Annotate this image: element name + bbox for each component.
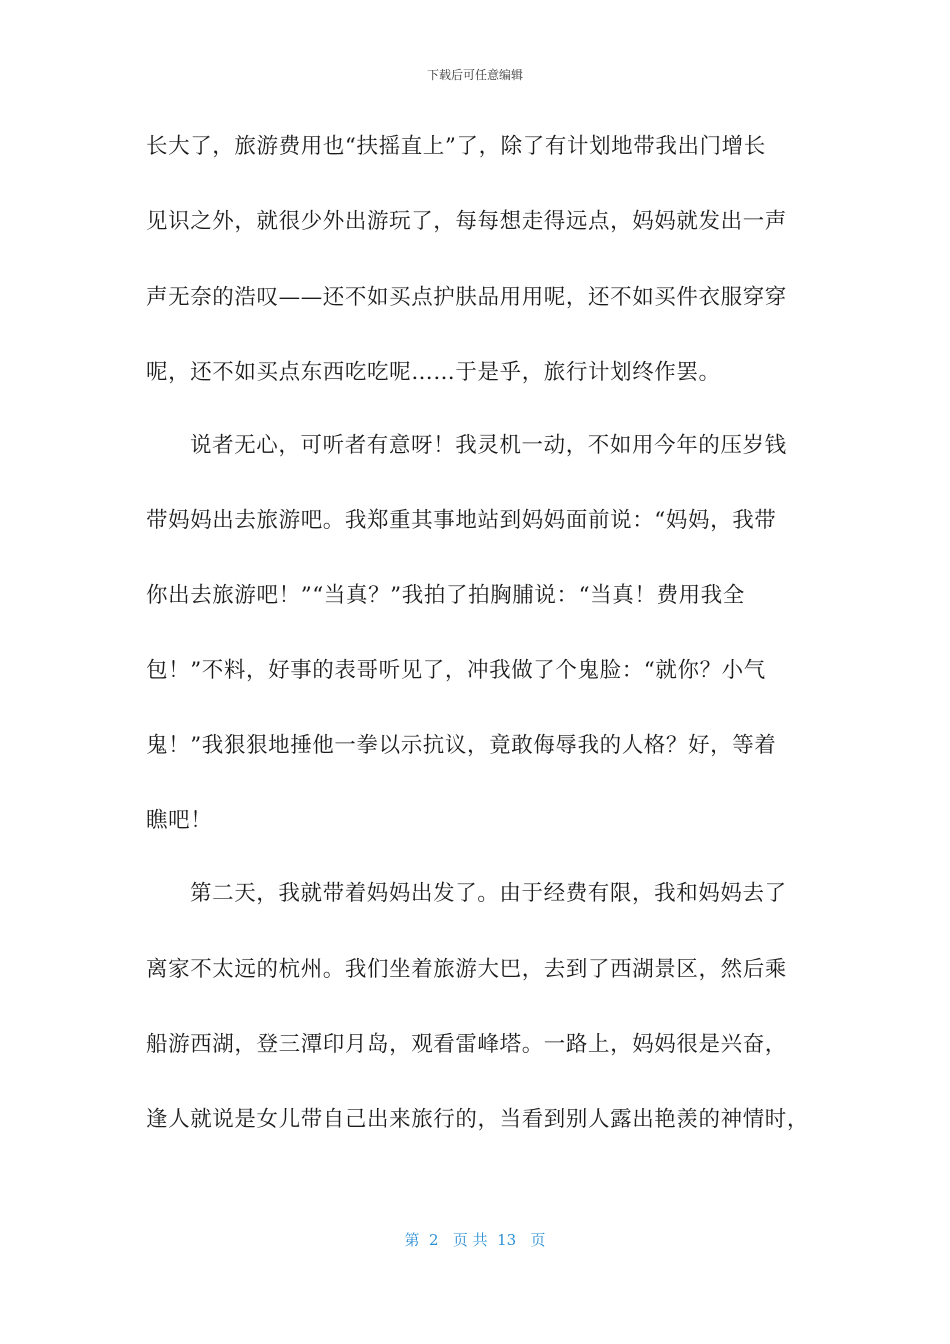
text-line: 第二天，我就带着妈妈出发了。由于经费有限，我和妈妈去了 xyxy=(190,881,787,906)
text-line: 逢人就说是女儿带自己出来旅行的，当看到别人露出艳羡的神情时， xyxy=(146,1107,810,1132)
text-line: 声无奈的浩叹——还不如买点护肤品用用呢，还不如买件衣服穿穿 xyxy=(146,285,787,310)
text-line: 你出去旅游吧！”“当真？”我拍了拍胸脯说：“当真！费用我全 xyxy=(146,583,745,608)
text-line: 瞧吧！ xyxy=(146,808,213,833)
text-line: 带妈妈出去旅游吧。我郑重其事地站到妈妈面前说：“妈妈，我带 xyxy=(146,508,777,533)
page-number-footer: 第 2 页 共 13 页 xyxy=(404,1231,546,1249)
text-line: 离家不太远的杭州。我们坐着旅游大巴，去到了西湖景区，然后乘 xyxy=(146,957,787,982)
text-line: 呢，还不如买点东西吃吃呢……于是乎，旅行计划终作罢。 xyxy=(146,360,721,385)
text-line: 说者无心，可听者有意呀！我灵机一动，不如用今年的压岁钱 xyxy=(190,433,787,458)
text-line: 见识之外，就很少外出游玩了，每每想走得远点，妈妈就发出一声 xyxy=(146,209,787,234)
page-header: 下载后可任意编辑 xyxy=(426,68,523,82)
text-line: 长大了，旅游费用也“扶摇直上”了，除了有计划地带我出门增长 xyxy=(146,134,766,159)
text-line: 鬼！”我狠狠地捶他一拳以示抗议，竟敢侮辱我的人格？好，等着 xyxy=(146,733,777,758)
text-line: 包！”不料，好事的表哥听见了，冲我做了个鬼脸：“就你？小气 xyxy=(146,658,766,683)
text-line: 船游西湖，登三潭印月岛，观看雷峰塔。一路上，妈妈很是兴奋， xyxy=(146,1032,787,1057)
